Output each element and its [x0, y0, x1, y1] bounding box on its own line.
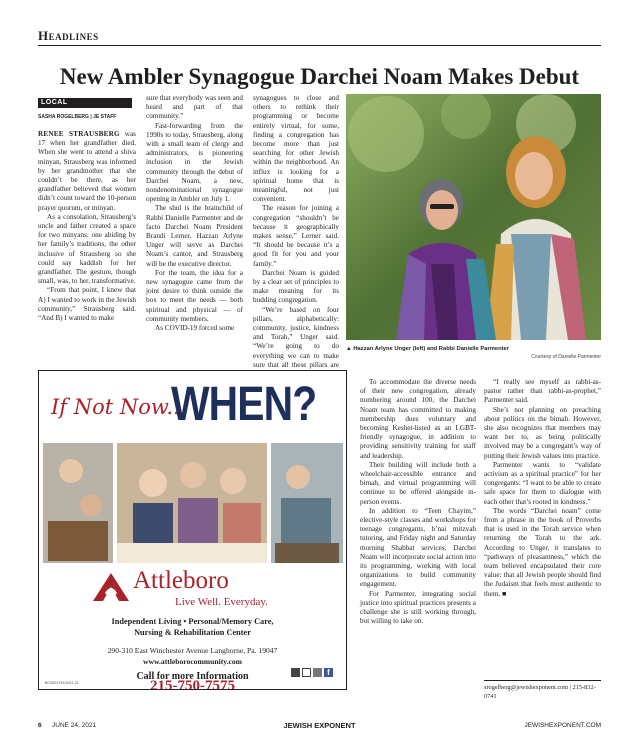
ad-phone: 215-750-7575 — [150, 678, 235, 690]
article-paragraph: The reason for joining a congregation “shouldn’t be because it geographically makes sense,” Lerner said. “It should be because it’s a good fit for you and your family.” — [253, 204, 339, 268]
article-column-2 — [146, 94, 243, 333]
equal-housing-icon — [302, 668, 311, 677]
ad-services-line-2: Nursing & Rehabilitation Center — [134, 628, 251, 637]
article-paragraph: To accommodate the diverse needs of their new congregation, already numbering around 100, the Darchei Noam team has committed to making membership dues voluntary and becoming Keshet-listed as an LGBT-friendly synagogue, in addition to providing sensitivity training for staff and leadership. — [360, 378, 476, 460]
photo-caption: ▲ Hazzan Arlyne Unger (left) and Rabbi Danielle Parmenter — [346, 346, 510, 352]
article-photo — [346, 94, 601, 340]
contact-rule — [484, 680, 601, 681]
senior-care-icon — [313, 668, 322, 677]
ad-tagline-script: If Not Now... — [51, 395, 187, 419]
article-paragraph: “From that point, I knew that A) I wanted to work in the Jewish community,” Strausberg said. “And B) I wanted to make — [38, 286, 136, 323]
article-paragraph: For the team, the idea for a new synagogue came from the joint desire to think outside the box to meet the needs — both spiritual and physical — of community members. — [146, 268, 243, 323]
section-rule — [38, 45, 601, 46]
article-paragraph: As a consolation, Strausberg’s uncle and father created a space for two minyans: one abiding by her family’s traditions, the other inclusive of Strausberg so she could say kaddish for her grandfather. The gesture, though small, was, to her, transformative. — [38, 212, 136, 286]
ad-services-line-1: Independent Living • Personal/Memory Care, — [111, 617, 274, 626]
article-paragraph: RENEE STRAUSBERG was 17 when her grandfather died. When she went to attend a shiva minyan, Strausberg was informed by her grandmother that she couldn’t be there, as her grandfather believed that women didn’t count toward the 10-person prayer quorum, or minyan. — [38, 130, 136, 212]
article-paragraph: sure that everybody was seen and heard and part of that community.” — [146, 94, 243, 121]
section-label: Headlines — [38, 28, 99, 43]
ad-brand: Attleboro — [133, 567, 229, 594]
article-paragraph: She’s not planning on preaching about politics on the bimah. However, she also recognizes that members may want her to, as being politically involved may be a congregant’s way of putting their Jewish values into practice. — [484, 405, 601, 460]
ad-code: BCS001791/1021-21 — [45, 681, 79, 685]
article-column-1 — [38, 130, 136, 323]
contact-info: srogelberg@jewishexponent.com | 215-832-0741 — [484, 684, 596, 700]
article-paragraph: As COVID-19 forced some — [155, 324, 235, 333]
rabbi-and-hazzan-photo — [346, 94, 601, 340]
page-number: 6 — [38, 722, 42, 729]
article-paragraph: The words “Darchei noam” come from a phrase in the book of Proverbs that is used in the Torah service when returning the Torah to the ark. According to Unger, it translates to “pathways of pleasantness,” which the team believed encapsulated their core value: that all Jewish people should find the Judaism that feels most authentic to them. ■ — [484, 506, 601, 598]
article-paragraph: Darchei Noam is guided by a clear set of principles to make meaning for its budding congregation. — [253, 268, 339, 305]
ad-icon-row — [291, 668, 333, 677]
attleboro-logo-icon — [91, 571, 131, 603]
ad-photo-collage — [43, 443, 343, 563]
article-paragraph: Their building will include both a wheelchair-accessible entrance and bimah, and virtual programming will continue to be offered alongside in-person events. — [360, 460, 476, 506]
local-tag: LOCAL — [38, 98, 132, 108]
ad-slogan: Live Well. Everyday. — [175, 596, 268, 608]
ad-tagline-big: WHEN? — [171, 378, 317, 431]
accessibility-icon — [291, 668, 300, 677]
photo-credit: Courtesy of Danielle Parmenter — [531, 354, 601, 360]
article-paragraph: Fast-forwarding from the 1990s to today, Strausberg, along with a small team of clergy and administrators, is pioneering inclusion in the Jewish community through the debut of Darchei Noam, a new, nondenominational synagogue opening in Ambler on July 1. — [146, 121, 243, 204]
ad-website[interactable]: www.attleborocommunity.com — [143, 657, 242, 666]
article-paragraph: For Parmenter, integrating social justice into spiritual practices presents a challenge she is still working through, but willing to take on. — [360, 589, 476, 626]
article-column-5 — [484, 378, 601, 599]
article-paragraph: Parmenter wants to “validate activism as a spiritual practice” for her congregants: “I want to be able to create safe space for them to dialogue with each other that’s rooted in kindness.” — [484, 460, 601, 506]
article-paragraph: In addition to “Teen Chayim,” elective-style classes and workshops for teenage congregants, b’nai mitzvah tutoring, and Friday night and Saturday morning Shabbat services, Darchei Noam will incorporate social action into its programming, working with local organizations to build community engagement. — [360, 506, 476, 589]
article-paragraph: “We’re based on four pillars, alphabetically: community, justice, kindness and Torah,” Unger said. “We’re going to do everything we can to make sure that all these pillars are — [253, 305, 339, 369]
lead-in: RENEE STRAUSBERG — [38, 130, 120, 138]
article-paragraph: synagogues to close and others to rethink their programming or become entirely virtual, for some, finding a congregation has become more than just searching for other Jewish within the neighborhood. An influx is looking for a spiritual home that is meaningful, not just convenient. — [253, 94, 339, 204]
paper-name: JEWISH EXPONENT — [283, 721, 356, 730]
article-column-3 — [253, 94, 339, 379]
facebook-icon[interactable]: f — [324, 668, 333, 677]
website-footer[interactable]: JEWISHEXPONENT.COM — [524, 722, 601, 729]
article-column-4 — [360, 378, 476, 626]
ad-address: 290-310 East Winchester Avenue Langhorne, Pa. 19047 — [107, 646, 278, 655]
ad-call-label: Call for more Information — [136, 671, 249, 682]
headline: New Ambler Synagogue Darchei Noam Makes Debut — [59, 64, 580, 89]
article-paragraph: “I really see myself as rabbi-as-pastor rather than rabbi-as-prophet,” Parmenter said. — [484, 378, 601, 405]
byline: SASHA ROGELBERG | JE STAFF — [38, 114, 117, 120]
attleboro-advertisement — [38, 370, 347, 690]
issue-date: JUNE 24, 2021 — [52, 722, 97, 729]
article-paragraph: The shul is the brainchild of Rabbi Danielle Parmenter and de facto Darchei Noam President Brandi Lerner. Hazzan Arlyne Unger will serve as Darchei Noam’s cantor, and Strausberg will be the executive director. — [146, 204, 243, 268]
